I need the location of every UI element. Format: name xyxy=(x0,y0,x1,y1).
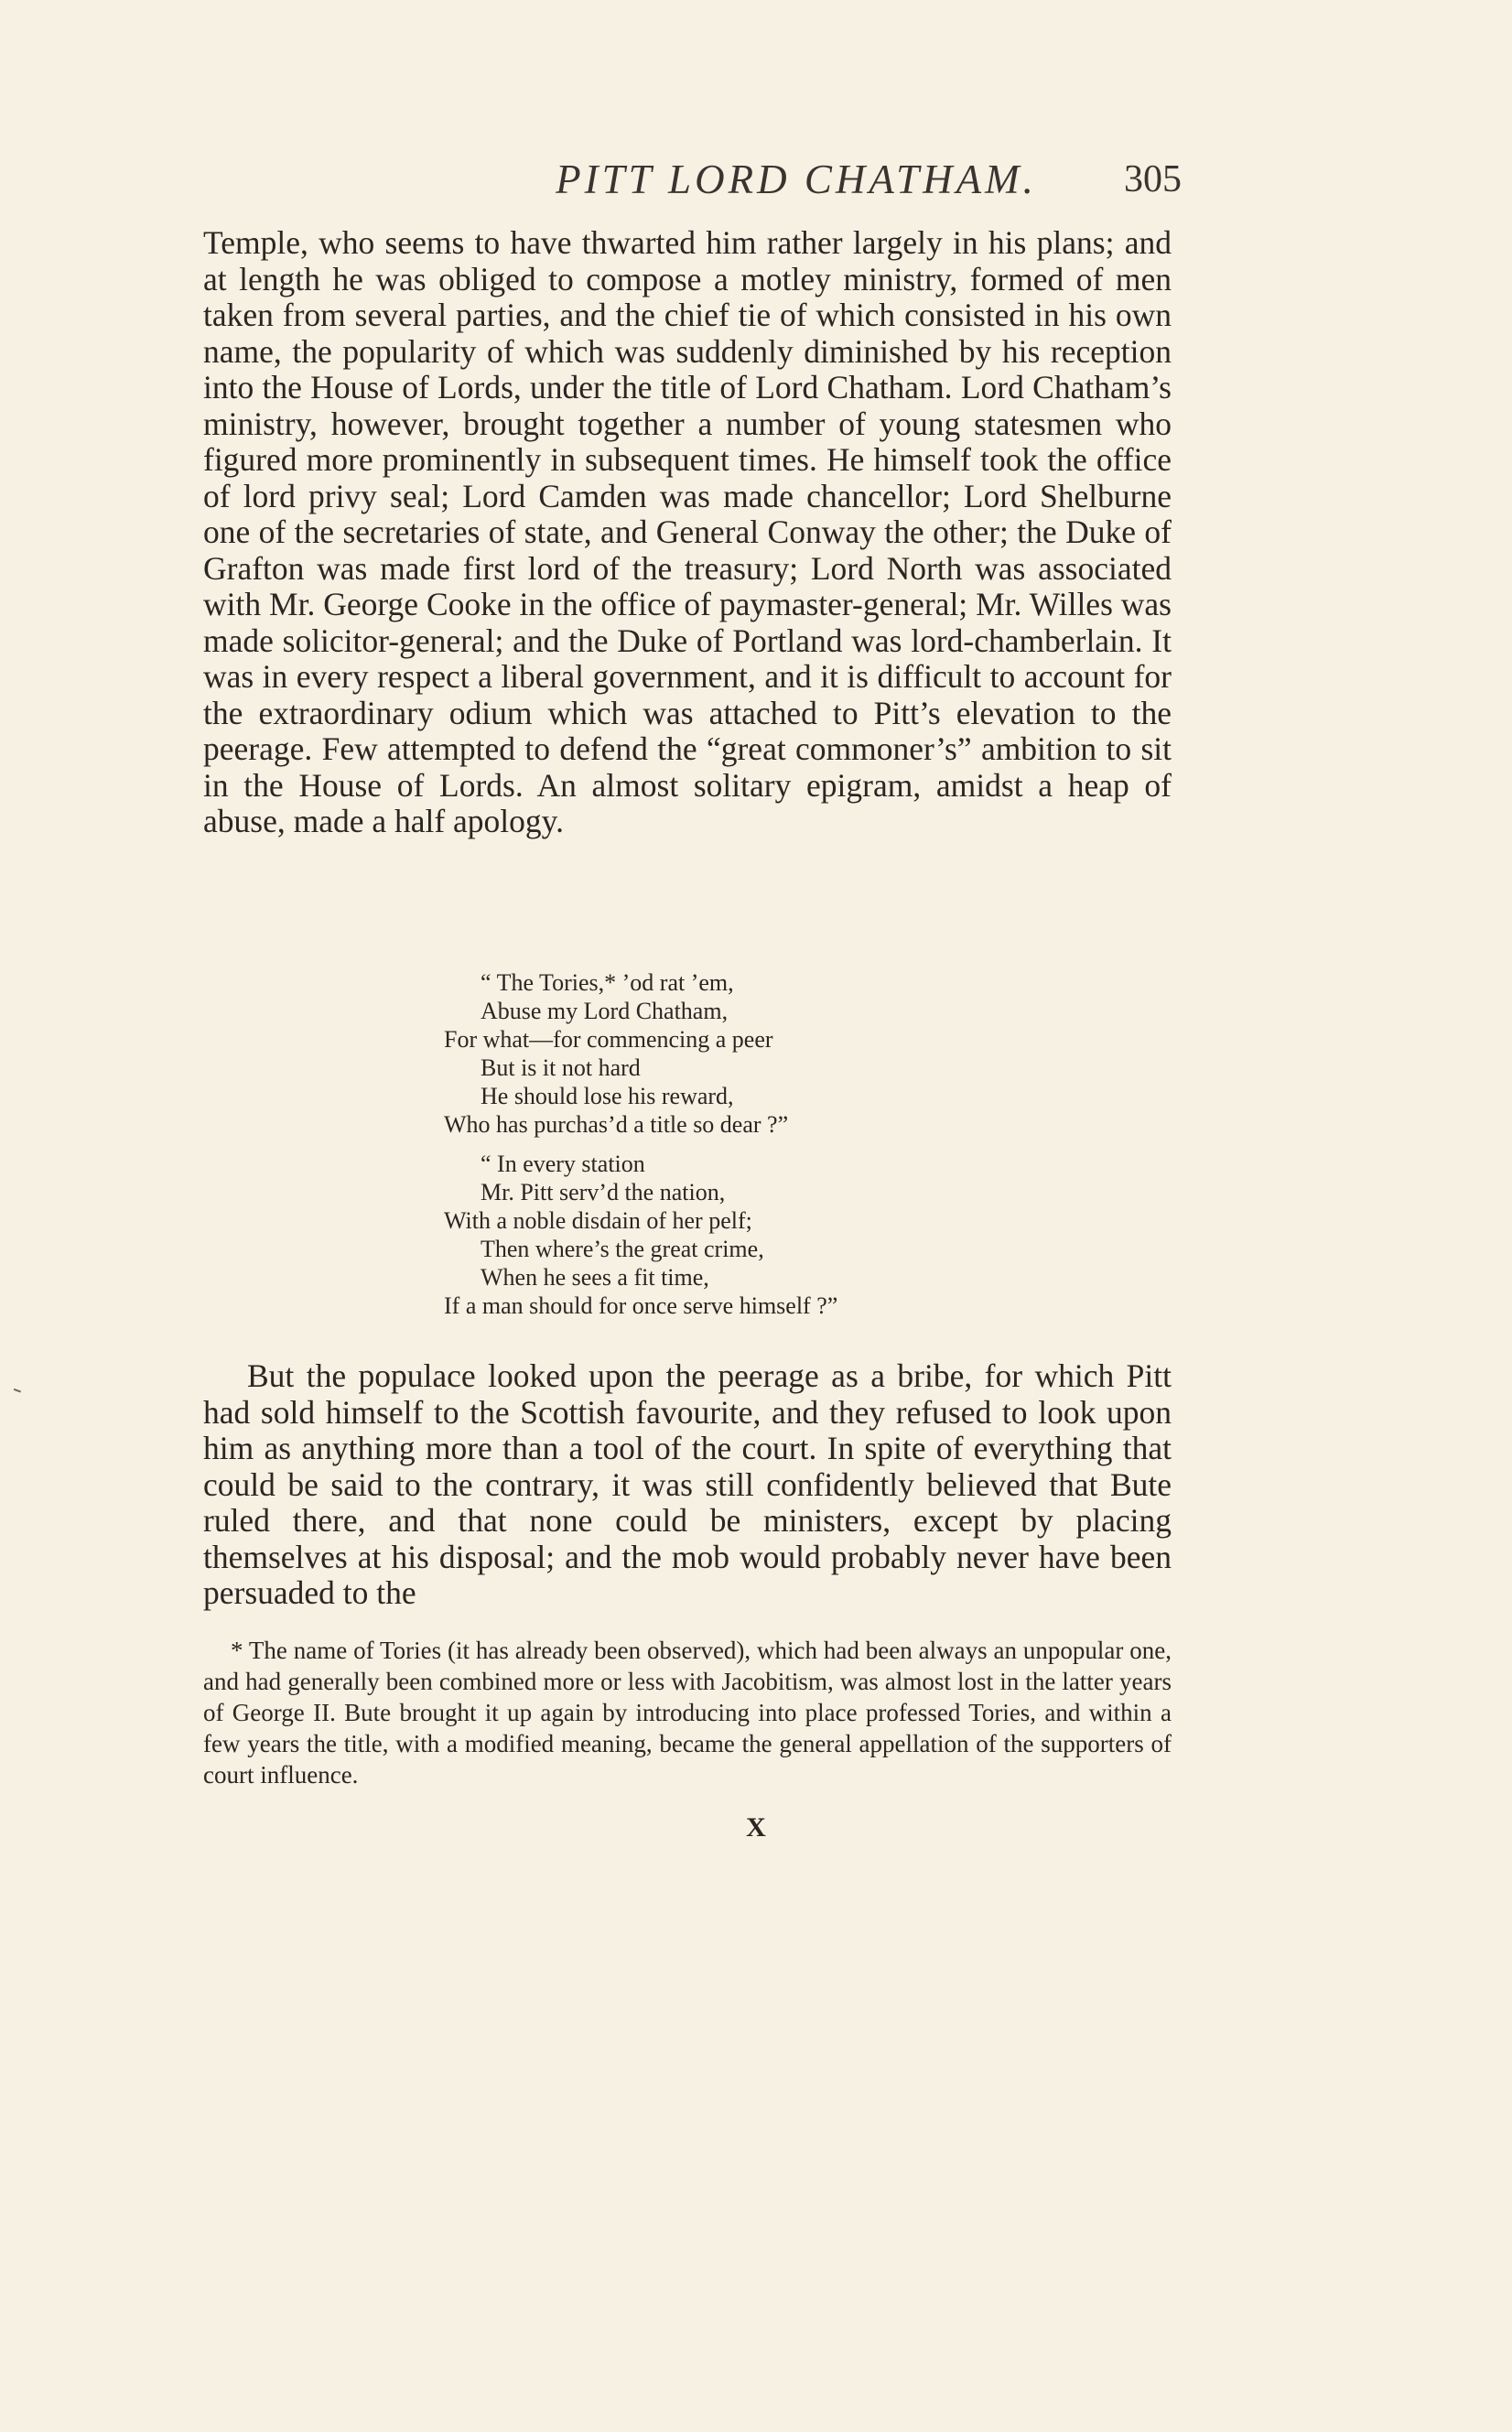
page-header xyxy=(0,156,1512,211)
verse-line: When he sees a fit time, xyxy=(481,1264,709,1291)
verse-stanza-2 xyxy=(444,1150,1103,1320)
paragraph-2: But the populace looked upon the peerage as a bribe, for which Pitt had sold himself to the Scottish favourite, and they refused to look upon him as anything more than a tool of the court. In spite of everything that could be said to the contrary, it was still confidently believed that Bute ruled there, and that none could be ministers, except by placing themselves at his disposal; and the mob would probably never have been persuaded to the xyxy=(203,1357,1172,1611)
verse-line: Abuse my Lord Chatham, xyxy=(481,998,729,1024)
verse-line: He should lose his reward, xyxy=(481,1083,734,1109)
verse-stanza-1 xyxy=(444,968,1103,1139)
signature-mark: X xyxy=(746,1812,766,1843)
verse-line: Who has purchas’d a title so dear ?” xyxy=(444,1111,789,1138)
verse-line: But is it not hard xyxy=(481,1054,641,1081)
page-number: 305 xyxy=(1124,158,1182,200)
epigram-verse xyxy=(444,968,1103,1331)
margin-speck xyxy=(12,1389,21,1397)
verse-line: If a man should for once serve himself ?” xyxy=(444,1292,838,1319)
verse-line: “ The Tories,* ’od rat ’em, xyxy=(481,969,734,996)
verse-line: “ In every station xyxy=(481,1151,645,1177)
footnote: * The name of Tories (it has already been observed), which had been always an unpopular one, and had generally been combined more or less with Jacobitism, was almost lost in the latter years of George II. Bute brought it up again by introducing into place professed Tories, and within a few years the title, with a modified meaning, became the general appellation of the supporters of court influence. xyxy=(203,1637,1172,1789)
verse-line: For what—for commencing a peer xyxy=(444,1026,773,1053)
verse-line: Mr. Pitt serv’d the nation, xyxy=(481,1179,726,1205)
verse-line: With a noble disdain of her pelf; xyxy=(444,1207,752,1234)
verse-line: Then where’s the great crime, xyxy=(481,1236,764,1262)
paragraph-1: Temple, who seems to have thwarted him rather largely in his plans; and at length he was obliged to compose a motley ministry, formed of men taken from several parties, and the chief tie of which consisted in his own name, the popularity of which was suddenly diminished by his reception into the House of Lords, under the title of Lord Chatham. Lord Chatham’s ministry, however, brought together a number of young statesmen who figured more prominently in subsequent times. He himself took the office of lord privy seal; Lord Camden was made chancellor; Lord Shelburne one of the secretaries of state, and General Conway the other; the Duke of Grafton was made first lord of the treasury; Lord North was associated with Mr. George Cooke in the office of paymaster-general; Mr. Willes was made solicitor-general; and the Duke of Portland was lord-chamberlain. It was in every respect a liberal government, and it is difficult to account for the extraordinary odium which was attached to Pitt’s elevation to the peerage. Few attempted to defend the “great commoner’s” ambition to sit in the House of Lords. An almost solitary epigram, amidst a heap of abuse, made a half apology. xyxy=(203,224,1172,839)
running-title: PITT LORD CHATHAM. xyxy=(556,157,1037,202)
